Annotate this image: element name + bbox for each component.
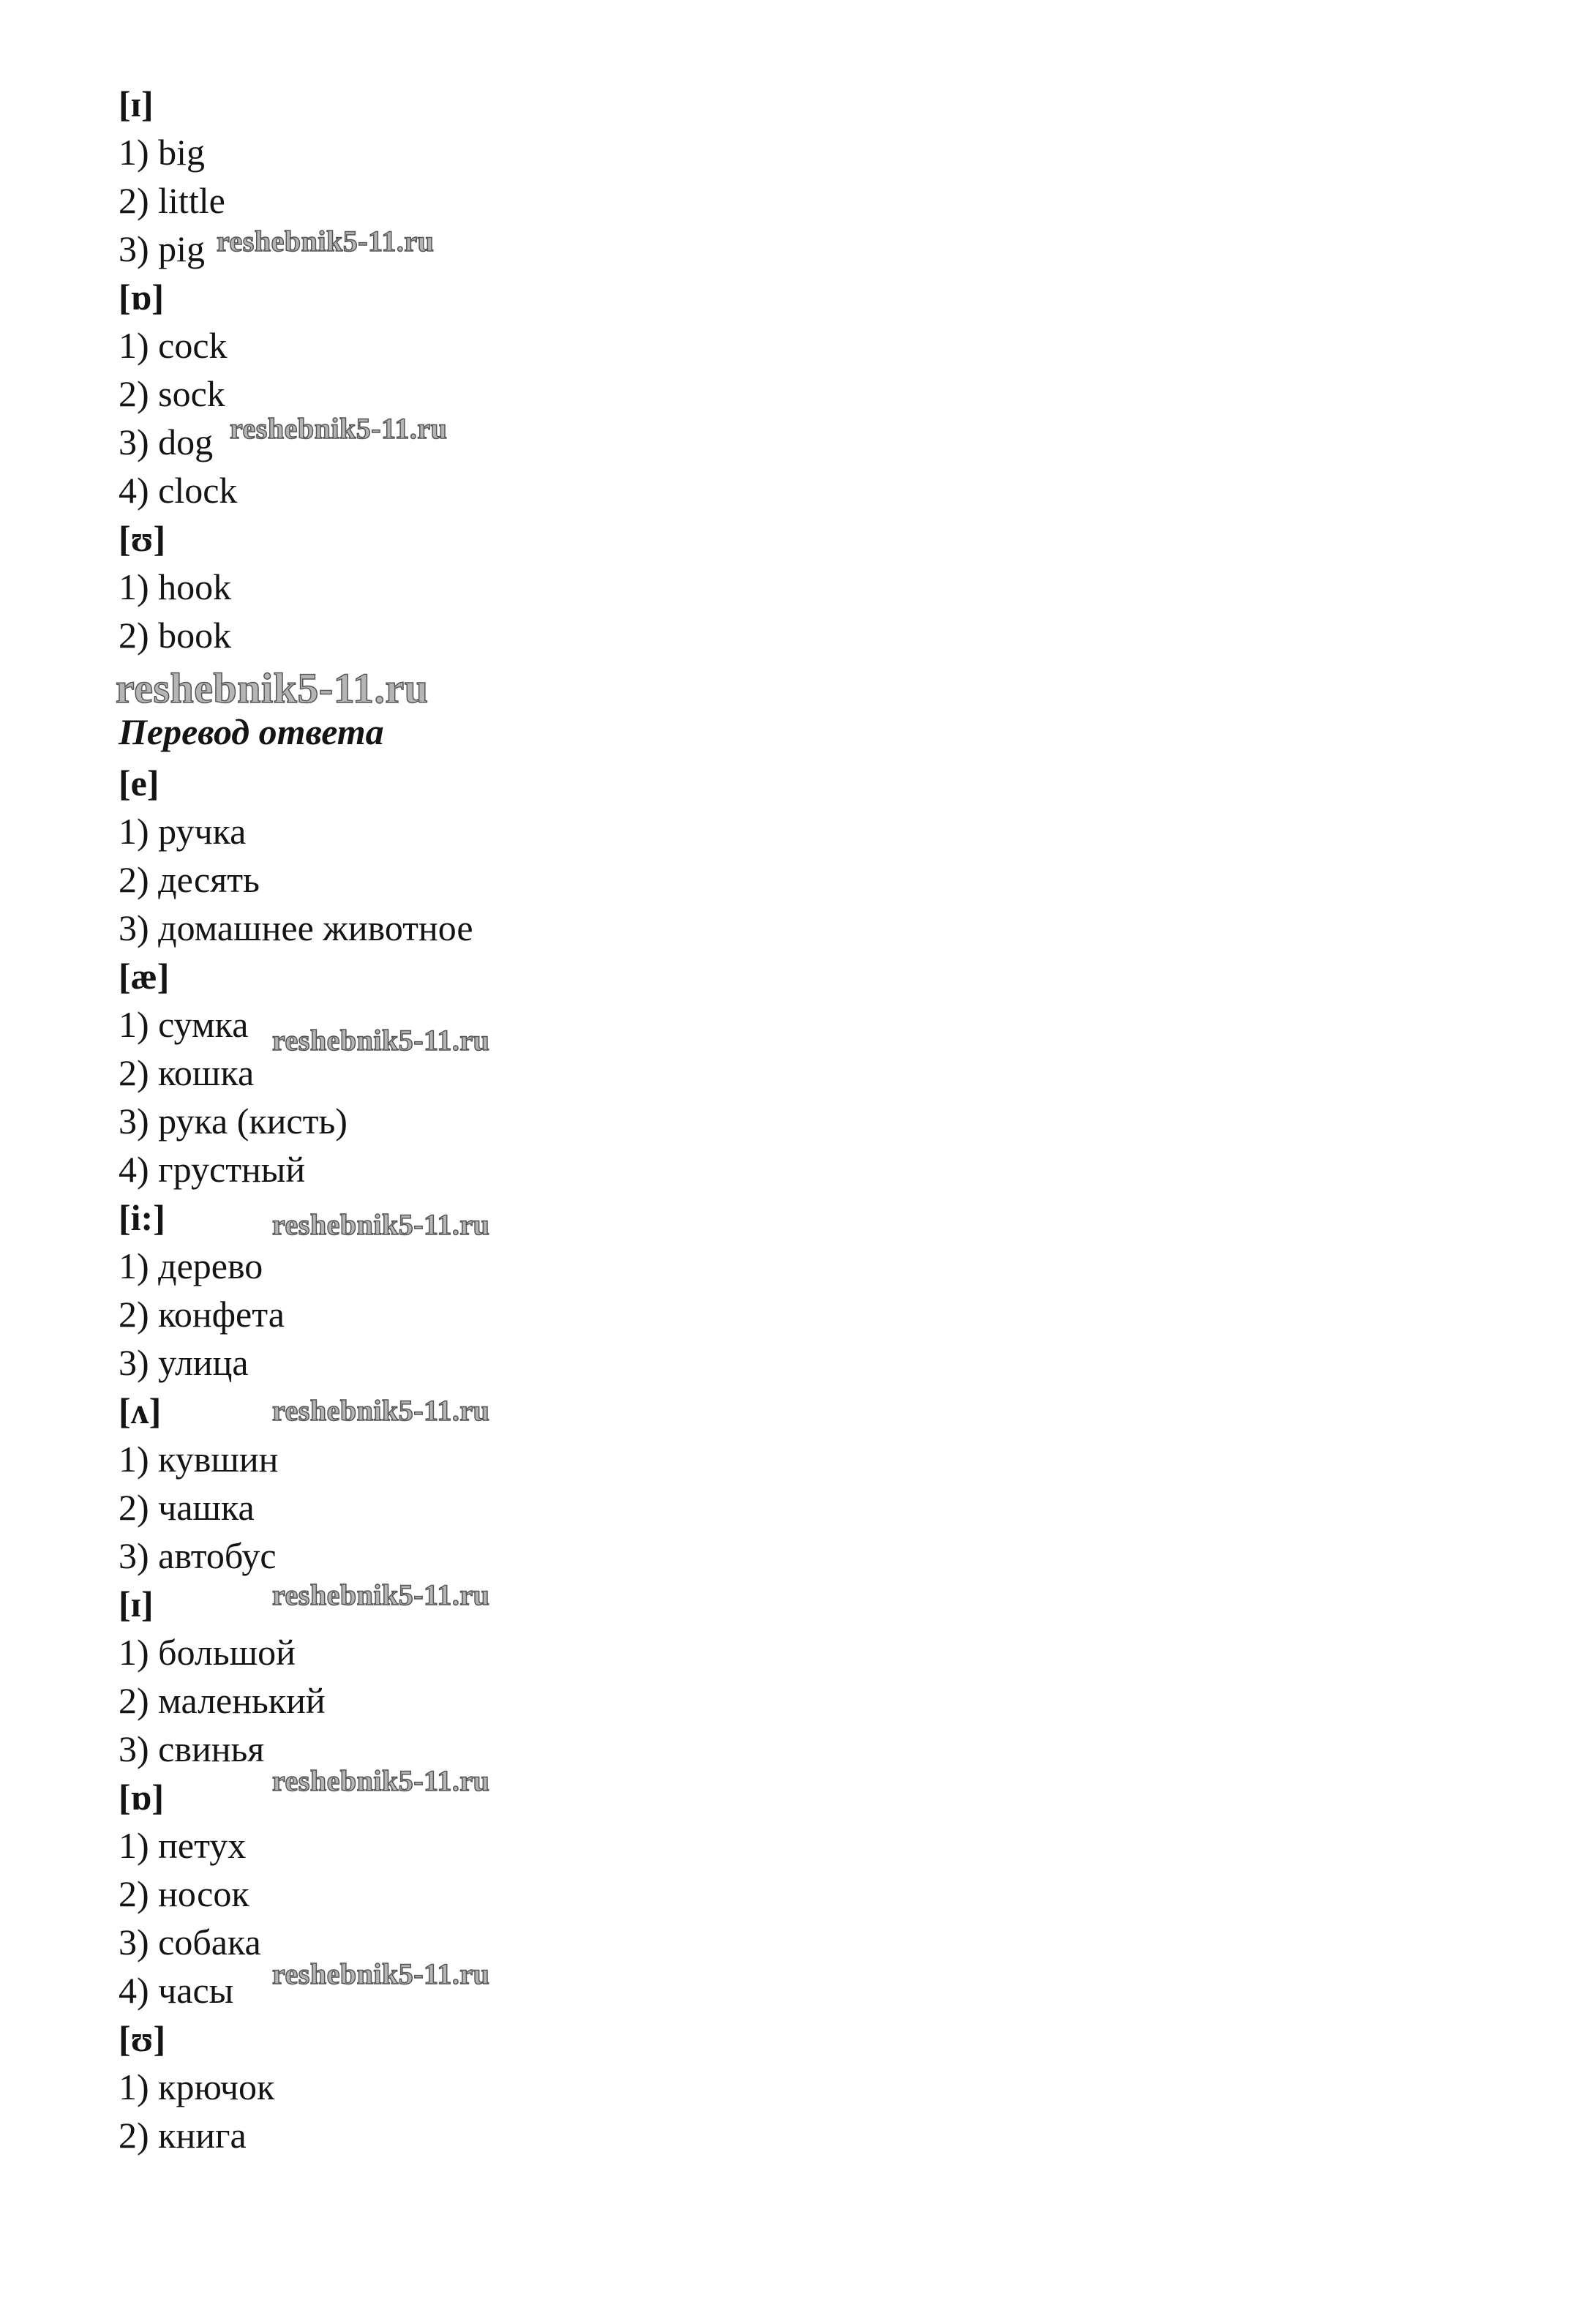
phoneme-header-i: [ɪ]: [119, 1583, 154, 1624]
watermark: reshebnik5-11.ru: [272, 1957, 490, 1990]
word-item: 3) dog: [119, 421, 214, 462]
watermark: reshebnik5-11.ru: [217, 225, 435, 258]
word-item: 4) clock: [119, 470, 238, 511]
translation-item: 1) петух: [119, 1825, 247, 1866]
phoneme-header-ii: [i:]: [119, 1197, 165, 1238]
translation-item: 2) маленький: [119, 1680, 326, 1721]
translation-item: 3) рука (кисть): [119, 1101, 348, 1142]
phoneme-header-u: [ʊ]: [119, 518, 166, 559]
watermark: reshebnik5-11.ru: [272, 1764, 490, 1797]
watermark: reshebnik5-11.ru: [116, 664, 429, 712]
watermark: reshebnik5-11.ru: [272, 1208, 490, 1241]
phoneme-header-ae: [æ]: [119, 956, 170, 997]
translation-item: 2) чашка: [119, 1487, 255, 1528]
translation-item: 3) домашнее животное: [119, 907, 473, 948]
translation-item: 1) сумка: [119, 1004, 249, 1045]
translation-item: 2) носок: [119, 1873, 249, 1914]
translation-item: 1) ручка: [119, 811, 247, 852]
phoneme-header-u: [ʊ]: [119, 2018, 166, 2059]
watermark: reshebnik5-11.ru: [272, 1578, 490, 1611]
word-item: 3) pig: [119, 228, 206, 269]
translation-item: 3) автобус: [119, 1535, 277, 1576]
translation-item: 1) большой: [119, 1632, 296, 1673]
phoneme-header-e: [e]: [119, 762, 159, 803]
phoneme-header-o: [ɒ]: [119, 277, 165, 318]
translation-item: 1) дерево: [119, 1245, 263, 1286]
watermark: reshebnik5-11.ru: [272, 1024, 490, 1057]
translation-item: 4) часы: [119, 1970, 234, 2011]
phoneme-header-v: [ʌ]: [119, 1390, 162, 1431]
translation-item: 3) улица: [119, 1342, 249, 1383]
translation-item: 2) десять: [119, 859, 260, 900]
translation-item: 2) книга: [119, 2115, 247, 2156]
word-item: 1) big: [119, 132, 206, 173]
word-item: 1) hook: [119, 566, 232, 607]
word-item: 2) book: [119, 615, 232, 656]
translation-title: Перевод ответа: [119, 711, 384, 752]
watermark: reshebnik5-11.ru: [272, 1394, 490, 1427]
translation-item: 1) кувшин: [119, 1439, 279, 1480]
watermark: reshebnik5-11.ru: [230, 412, 448, 445]
phoneme-header-o: [ɒ]: [119, 1777, 165, 1818]
phoneme-header-i: [ɪ]: [119, 83, 154, 124]
translation-item: 3) свинья: [119, 1728, 265, 1769]
translation-item: 4) грустный: [119, 1149, 306, 1190]
translation-item: 3) собака: [119, 1922, 261, 1963]
word-item: 2) sock: [119, 373, 225, 414]
translation-item: 2) конфета: [119, 1294, 285, 1335]
word-item: 2) little: [119, 180, 225, 221]
word-item: 1) cock: [119, 325, 228, 366]
translation-item: 2) кошка: [119, 1052, 255, 1093]
translation-item: 1) крючок: [119, 2066, 275, 2107]
